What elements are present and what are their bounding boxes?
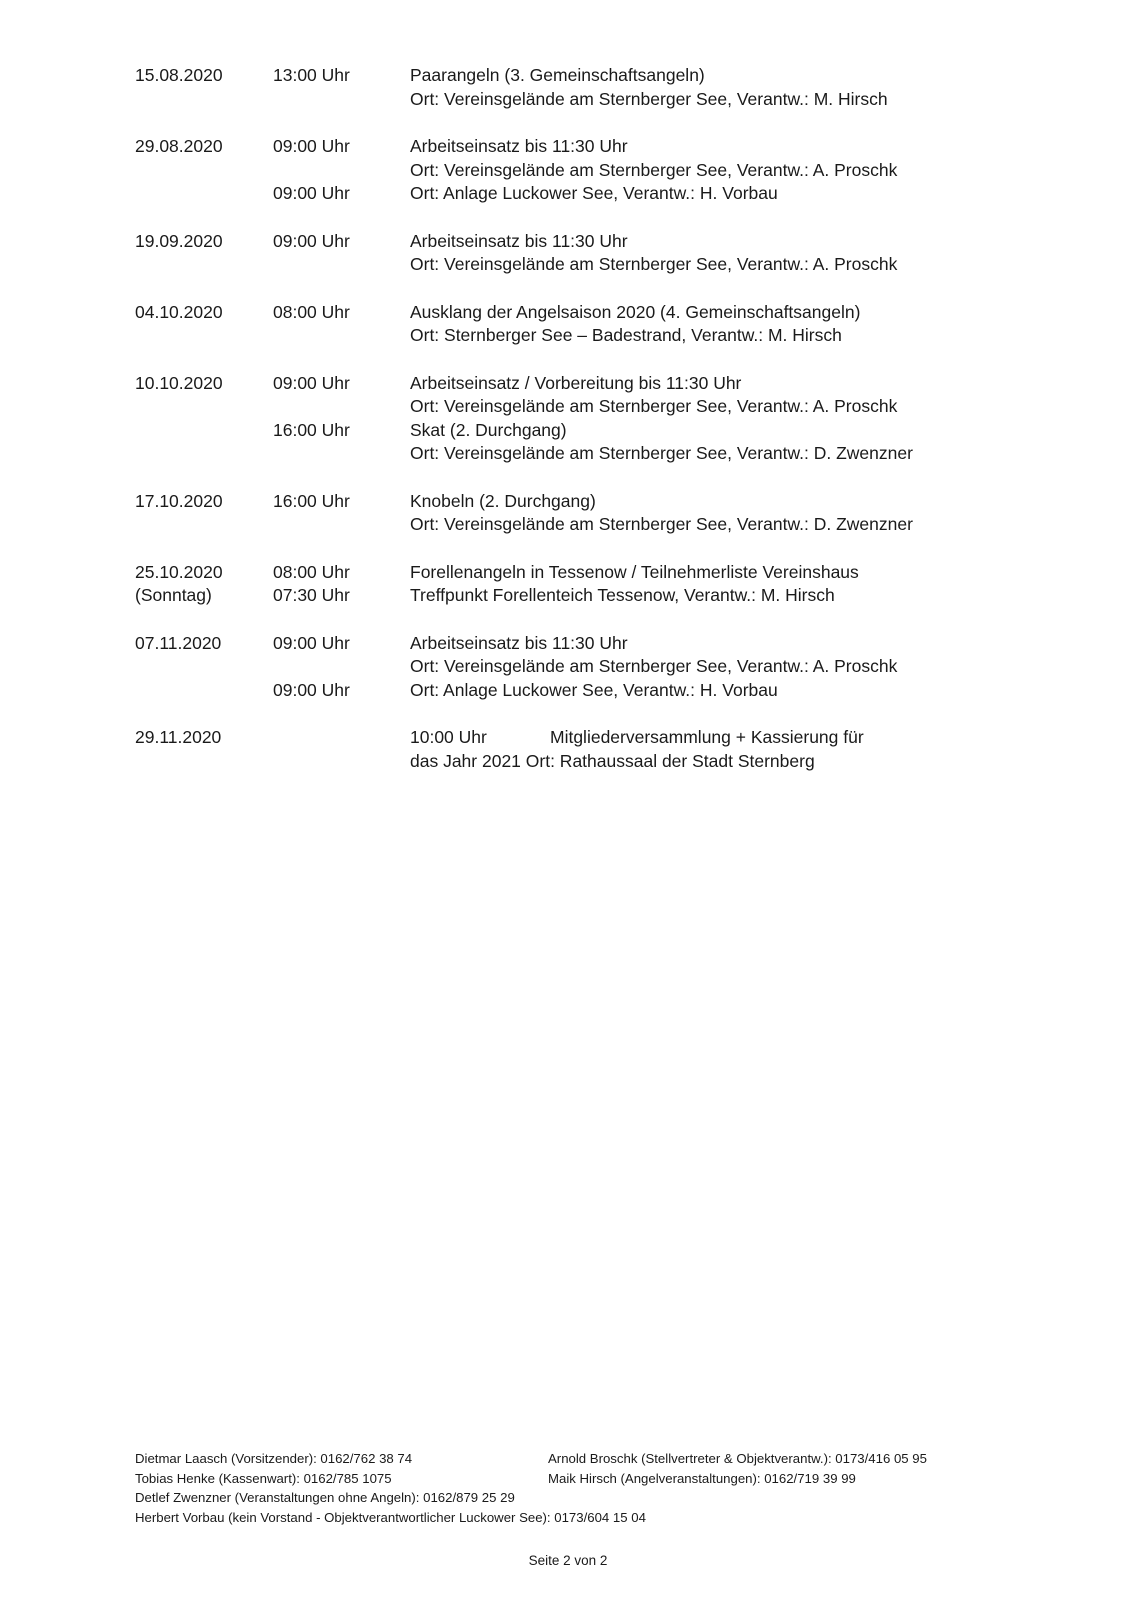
entry-line bbox=[135, 253, 1095, 277]
event-date: 15.08.2020 bbox=[135, 65, 223, 85]
event-description: Ausklang der Angelsaison 2020 (4. Gemeinschaftsangeln) bbox=[410, 301, 861, 322]
entry-line bbox=[135, 632, 1095, 656]
entry-line bbox=[135, 561, 1095, 585]
event-description: Arbeitseinsatz bis 11:30 Uhr bbox=[410, 136, 628, 156]
schedule-entry bbox=[135, 135, 1095, 206]
entry-line bbox=[135, 419, 1095, 443]
schedule-entry bbox=[135, 301, 1095, 348]
event-location: Ort: Vereinsgelände am Sternberger See, Verantw.: D. Zwenzner bbox=[410, 514, 913, 534]
entry-line bbox=[135, 679, 1095, 703]
event-location: Ort: Vereinsgelände am Sternberger See, Verantw.: M. Hirsch bbox=[410, 88, 888, 109]
event-date: 17.10.2020 bbox=[135, 490, 223, 511]
contact-luckower-see: Herbert Vorbau (kein Vorstand - Objektverantwortlicher Luckower See): 0173/604 15 04 bbox=[135, 1509, 646, 1525]
event-location: Ort: Vereinsgelände am Sternberger See, Verantw.: A. Proschk bbox=[410, 254, 898, 274]
event-time: 09:00 Uhr bbox=[273, 230, 350, 251]
entry-line bbox=[135, 324, 1095, 348]
contact-fishing-events: Maik Hirsch (Angelveranstaltungen): 0162/719 39 99 bbox=[548, 1470, 856, 1486]
event-location: Ort: Vereinsgelände am Sternberger See, Verantw.: A. Proschk bbox=[410, 656, 898, 676]
page-number: Seite 2 von 2 bbox=[528, 1553, 608, 1568]
event-location: Ort: Vereinsgelände am Sternberger See, Verantw.: D. Zwenzner bbox=[410, 443, 913, 463]
event-date: 07.11.2020 bbox=[135, 632, 222, 653]
contact-chairman: Dietmar Laasch (Vorsitzender): 0162/762 38 74 bbox=[135, 1451, 413, 1466]
schedule-entry bbox=[135, 490, 1095, 537]
event-time: 09:00 Uhr bbox=[273, 632, 350, 653]
entry-line bbox=[135, 64, 1095, 88]
event-time: 07:30 Uhr bbox=[273, 585, 350, 605]
event-description: Arbeitseinsatz / Vorbereitung bis 11:30 Uhr bbox=[410, 372, 742, 393]
event-location: Ort: Sternberger See – Badestrand, Verantw.: M. Hirsch bbox=[410, 325, 842, 345]
schedule-entry bbox=[135, 726, 1095, 773]
entry-line bbox=[135, 372, 1095, 396]
schedule-entry bbox=[135, 561, 1095, 608]
event-description: Mitgliederversammlung + Kassierung für bbox=[550, 727, 864, 747]
footer-row bbox=[135, 1469, 1095, 1489]
event-location: Ort: Vereinsgelände am Sternberger See, Verantw.: A. Proschk bbox=[410, 159, 898, 180]
event-description: Skat (2. Durchgang) bbox=[410, 419, 567, 440]
event-location: Treffpunkt Forellenteich Tessenow, Verantw.: M. Hirsch bbox=[410, 585, 835, 605]
event-location: Ort: Vereinsgelände am Sternberger See, Verantw.: A. Proschk bbox=[410, 396, 898, 416]
event-location: das Jahr 2021 Ort: Rathaussaal der Stadt Sternberg bbox=[410, 750, 815, 771]
board-contacts-footer bbox=[135, 1449, 1095, 1527]
footer-row bbox=[135, 1488, 1095, 1508]
event-date: 29.08.2020 bbox=[135, 136, 223, 156]
event-time: 08:00 Uhr bbox=[273, 561, 350, 582]
event-date: 19.09.2020 bbox=[135, 230, 223, 251]
event-time: 16:00 Uhr bbox=[273, 419, 350, 440]
event-time: 10:00 Uhr bbox=[410, 727, 487, 747]
footer-row bbox=[135, 1449, 1095, 1469]
entry-line bbox=[135, 395, 1095, 419]
entry-line bbox=[135, 88, 1095, 112]
event-description: Arbeitseinsatz bis 11:30 Uhr bbox=[410, 632, 628, 653]
event-description: Forellenangeln in Tessenow / Teilnehmerliste Vereinshaus bbox=[410, 561, 859, 582]
event-time: 13:00 Uhr bbox=[273, 65, 350, 85]
schedule-entry bbox=[135, 372, 1095, 466]
contact-treasurer: Tobias Henke (Kassenwart): 0162/785 1075 bbox=[135, 1470, 392, 1486]
event-date: 04.10.2020 bbox=[135, 301, 223, 322]
entry-line bbox=[135, 726, 1095, 750]
event-schedule bbox=[135, 64, 1095, 797]
footer-row bbox=[135, 1508, 1095, 1528]
entry-line bbox=[135, 750, 1095, 774]
event-weekday: (Sonntag) bbox=[135, 585, 212, 605]
entry-line bbox=[135, 490, 1095, 514]
schedule-entry bbox=[135, 632, 1095, 703]
event-time: 08:00 Uhr bbox=[273, 301, 350, 322]
schedule-entry bbox=[135, 230, 1095, 277]
event-date: 25.10.2020 bbox=[135, 561, 223, 582]
entry-line bbox=[135, 584, 1095, 608]
entry-line bbox=[135, 159, 1095, 183]
entry-line bbox=[135, 301, 1095, 325]
entry-line bbox=[135, 230, 1095, 254]
entry-line bbox=[135, 442, 1095, 466]
event-location: Ort: Anlage Luckower See, Verantw.: H. Vorbau bbox=[410, 183, 778, 203]
event-description: Knobeln (2. Durchgang) bbox=[410, 490, 596, 511]
event-time: 09:00 Uhr bbox=[273, 183, 350, 203]
contact-events: Detlef Zwenzner (Veranstaltungen ohne Angeln): 0162/879 25 29 bbox=[135, 1490, 515, 1505]
event-location: Ort: Anlage Luckower See, Verantw.: H. Vorbau bbox=[410, 679, 778, 700]
contact-deputy: Arnold Broschk (Stellvertreter & Objektverantw.): 0173/416 05 95 bbox=[548, 1451, 927, 1466]
event-time: 16:00 Uhr bbox=[273, 490, 350, 511]
entry-line bbox=[135, 182, 1095, 206]
event-time: 09:00 Uhr bbox=[273, 372, 350, 393]
entry-line bbox=[135, 513, 1095, 537]
event-description: Paarangeln (3. Gemeinschaftsangeln) bbox=[410, 65, 705, 85]
entry-line bbox=[135, 655, 1095, 679]
schedule-entry bbox=[135, 64, 1095, 111]
event-date: 10.10.2020 bbox=[135, 372, 223, 393]
event-time: 09:00 Uhr bbox=[273, 679, 350, 700]
event-description: Arbeitseinsatz bis 11:30 Uhr bbox=[410, 230, 628, 251]
event-time: 09:00 Uhr bbox=[273, 136, 350, 156]
event-date: 29.11.2020 bbox=[135, 727, 222, 747]
entry-line bbox=[135, 135, 1095, 159]
